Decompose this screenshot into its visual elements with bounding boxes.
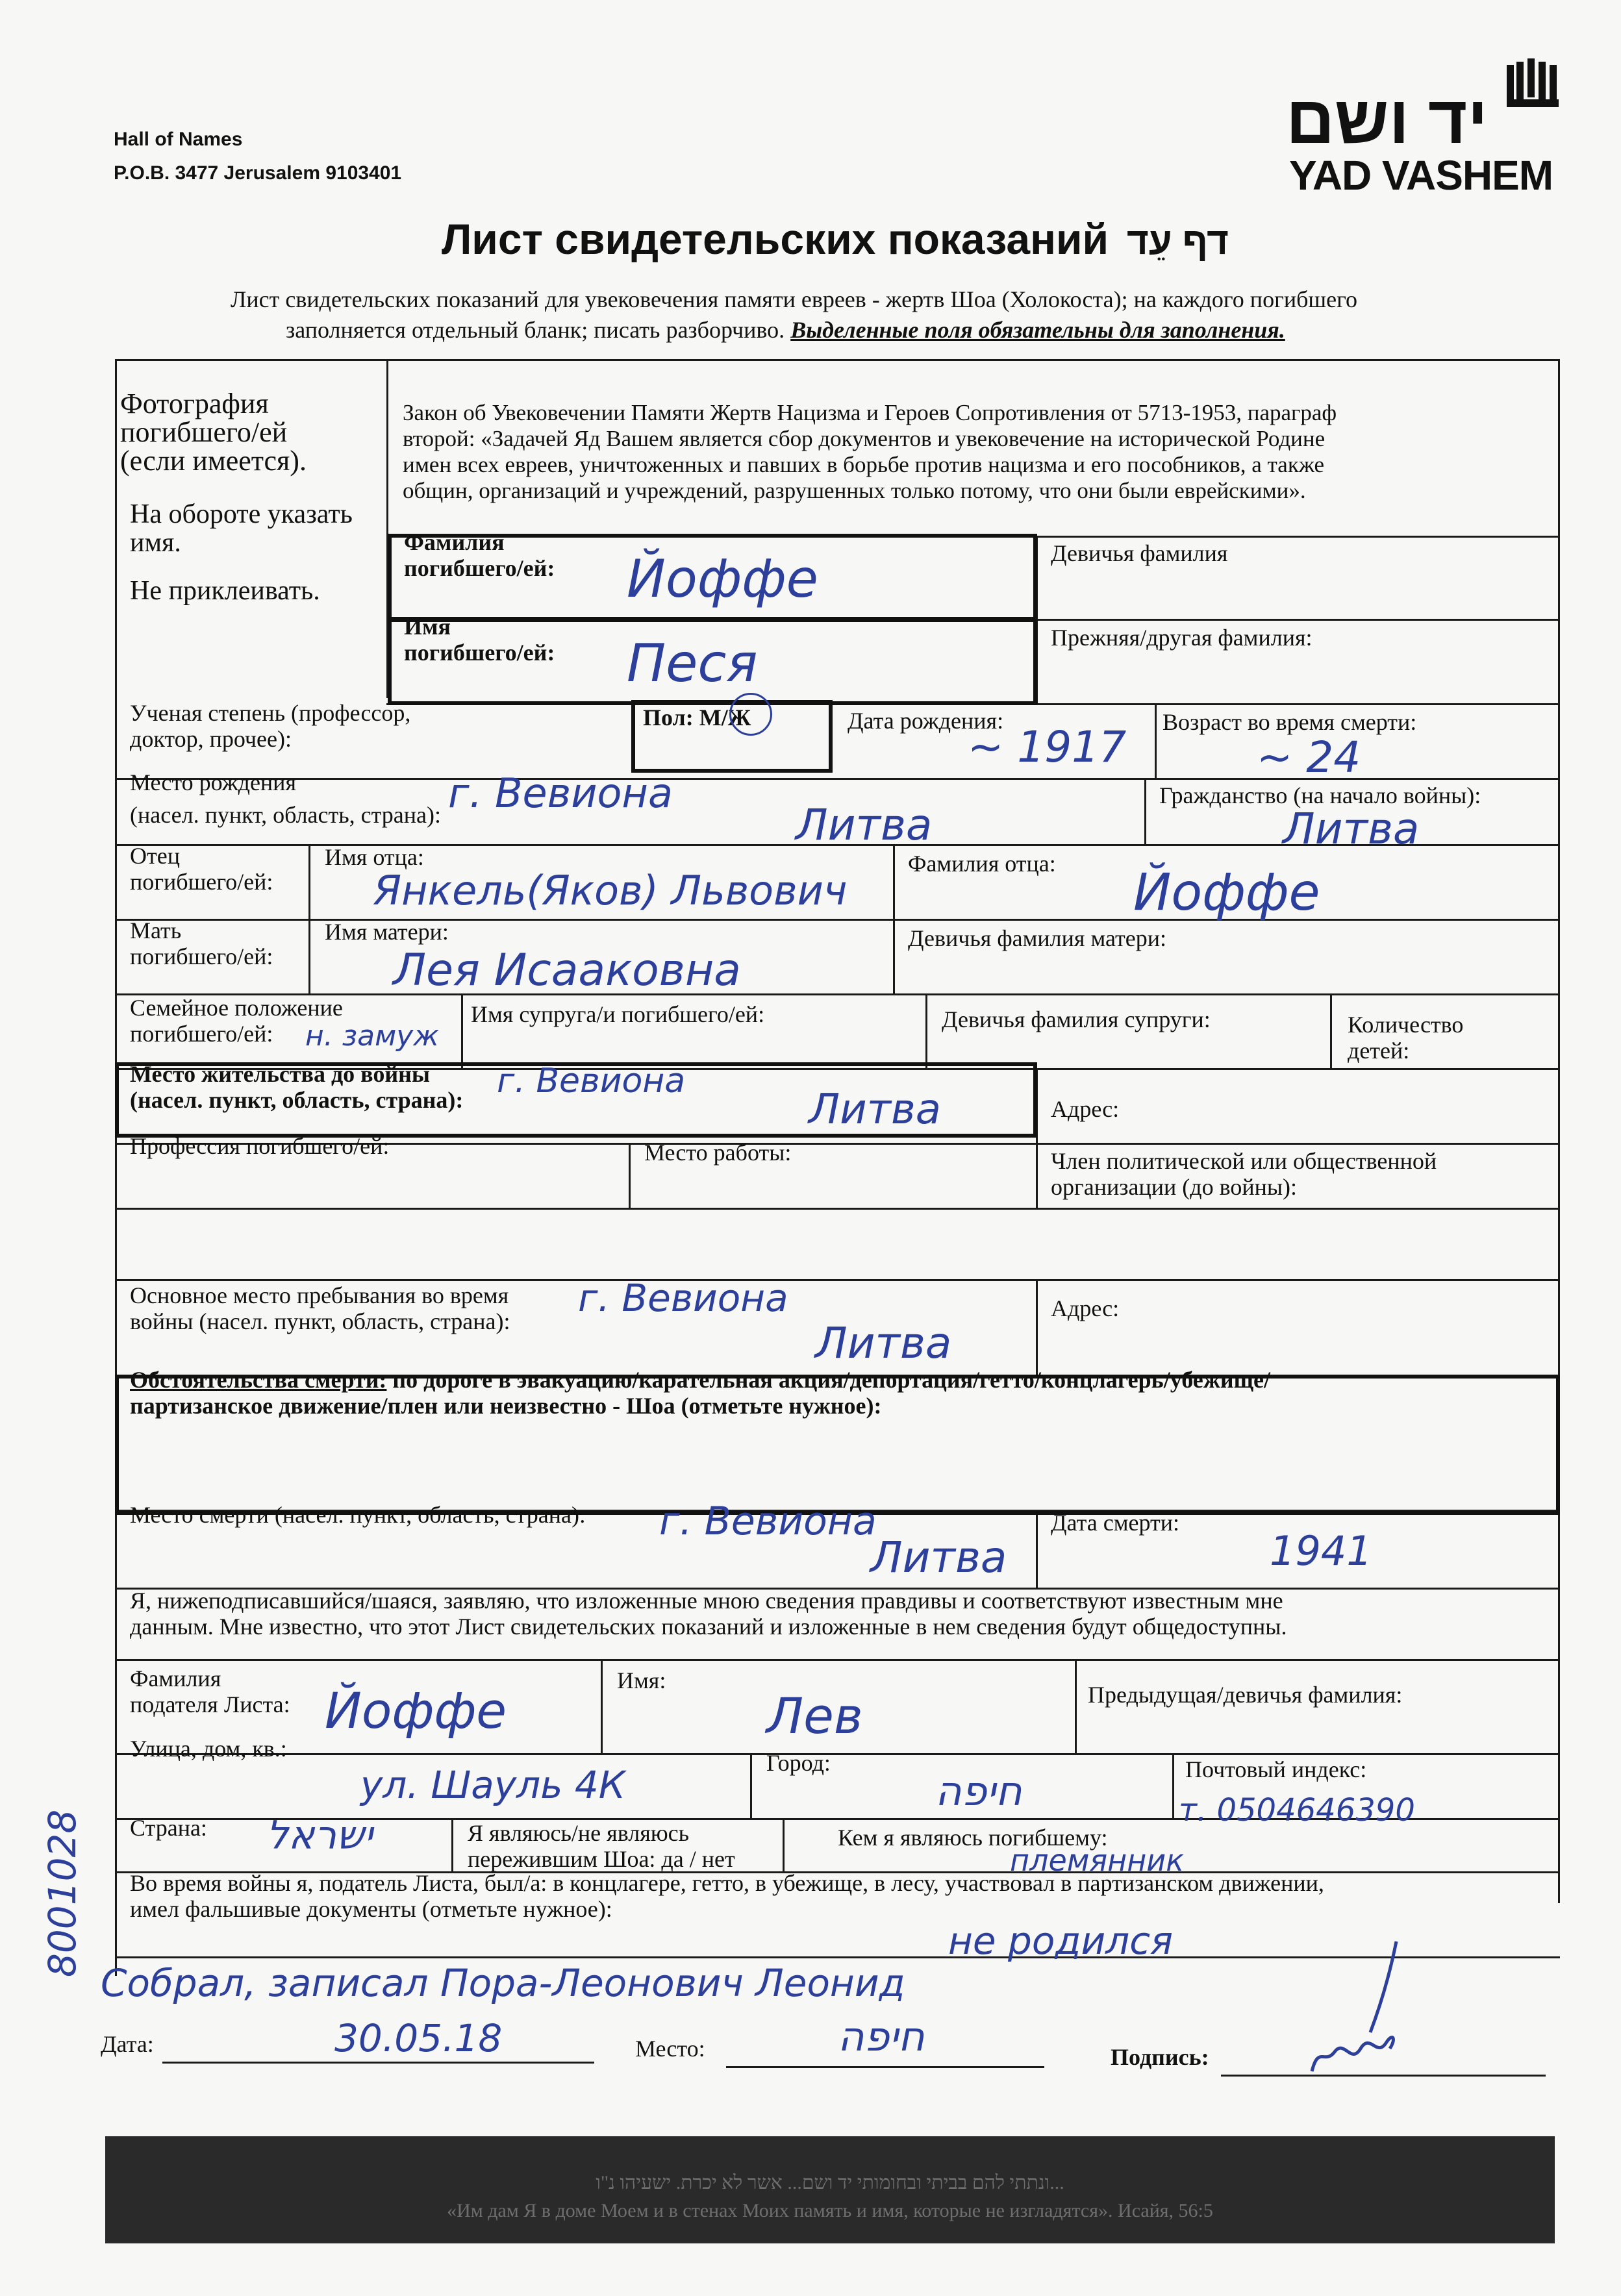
law-text: Закон об Увековечении Памяти Жертв Нацизма и Героев Сопротивления от 5713-1953, параграф второй: «Задачей Яд Вашем является сбор документов и увековечение на исторической Родине имен всех евреев, уничтоженных и павших в борьбе против нацизма и его пособников, а также общин, организаций и учреждений, разрушенных только потому, что они были еврейскими».: [403, 400, 1337, 503]
birthplace-value-country[interactable]: Литва: [796, 800, 933, 850]
birthplace-label: Место рождения (насел. пункт, область, страна):: [130, 769, 442, 828]
death-place-value-city[interactable]: г. Вевиона: [659, 1499, 877, 1544]
intro-line-2: заполняется отдельный бланк; писать разборчиво. Выделенные поля обязательны для заполнения.: [286, 317, 1285, 343]
banner-russian: «Им дам Я в доме Моем и в стенах Моих память и имя, которые не изгладятся». Исайя, 56:5: [447, 2200, 1213, 2221]
marital-status-value[interactable]: н. замуж: [305, 1019, 439, 1053]
wartime-residence-label: Основное место пребывания во время войны (насел. пункт, область, страна):: [130, 1282, 510, 1334]
birthplace-value-city[interactable]: г. Вевиона: [448, 769, 673, 817]
logo-latin: YAD VASHEM: [1289, 152, 1553, 199]
surname-label: Фамилия погибшего/ей:: [404, 529, 555, 581]
gender-selection-circle[interactable]: [729, 693, 772, 736]
photo-instruction: На обороте указать имя. Не приклеивать.: [130, 499, 353, 606]
intro-required-note: Выделенные поля обязательны для заполнения.: [790, 317, 1285, 343]
mother-label: Мать погибшего/ей:: [130, 917, 273, 969]
death-place-value-country[interactable]: Литва: [870, 1532, 1007, 1582]
father-surname-label: Фамилия отца:: [908, 851, 1056, 877]
country-label: Страна:: [130, 1815, 207, 1841]
political-org-label: Член политической или общественной организации (до войны):: [1051, 1148, 1437, 1200]
signature-label: Подпись:: [1111, 2044, 1209, 2070]
relation-label: Кем я являюсь погибшему:: [838, 1825, 1108, 1851]
spouse-maiden-label: Девичья фамилия супруги:: [942, 1006, 1211, 1032]
citizenship-value[interactable]: Литва: [1283, 804, 1420, 854]
circumstances-label: Обстоятельства смерти: по дороге в эвакуацию/карательная акция/депортация/гетто/концлагерь/убежище/ партизанское движение/плен или неизвестно - Шоа (отметьте нужное):: [130, 1367, 1270, 1419]
submitter-name-value[interactable]: Лев: [766, 1687, 863, 1745]
banner-hebrew: ...ונתתי להם בביתי ובחומותי יד ושם... אשר לא יכרת. ישעיהו נ"ו: [596, 2172, 1064, 2193]
submitter-name-label: Имя:: [617, 1667, 666, 1693]
spouse-name-label: Имя супруга/и погибшего/ей:: [471, 1001, 765, 1027]
death-date-label: Дата смерти:: [1051, 1510, 1180, 1536]
wartime-address-label: Адрес:: [1051, 1295, 1120, 1321]
address-label: Адрес:: [1051, 1096, 1120, 1122]
org-address: P.O.B. 3477 Jerusalem 9103401: [114, 162, 402, 184]
declaration-text: Я, нижеподписавшийся/шаяся, заявляю, что изложенные мною сведения правдивы и соответствуют известным мне данным. Мне известно, что этот Лист свидетельских показаний и изложенные в нем сведения будут общедоступны.: [130, 1588, 1287, 1640]
firstname-label: Имя погибшего/ей:: [404, 614, 555, 666]
residence-value-city[interactable]: г. Вевиона: [497, 1062, 686, 1101]
signature-scribble-icon: [1299, 1935, 1429, 2084]
place-value[interactable]: חיפה: [838, 2013, 925, 2060]
workplace-label: Место работы:: [644, 1140, 792, 1166]
logo-hebrew: יד ושם: [1286, 82, 1488, 158]
age-at-death-label: Возраст во время смерти:: [1162, 709, 1417, 735]
gender-label: Пол: М/Ж: [643, 705, 751, 730]
street-value[interactable]: ул. Шауль 4К: [360, 1763, 625, 1807]
city-value[interactable]: חיפה: [935, 1767, 1022, 1815]
country-value[interactable]: ישראל: [266, 1813, 373, 1858]
page-title-hebrew: דף עֵד: [1127, 220, 1229, 262]
submitter-surname-label: Фамилия подателя Листа:: [130, 1666, 290, 1717]
quote-banner: [105, 2136, 1555, 2243]
firstname-value[interactable]: Песя: [627, 633, 758, 693]
city-label: Город:: [766, 1750, 831, 1776]
signature-mark[interactable]: [1299, 1935, 1429, 2088]
degree-label: Ученая степень (профессор, доктор, прочее):: [130, 700, 411, 752]
surname-value[interactable]: Йоффе: [627, 549, 818, 609]
mother-name-label: Имя матери:: [325, 919, 449, 945]
date-value[interactable]: 30.05.18: [334, 2016, 503, 2060]
submitter-previous-name-label: Предыдущая/девичья фамилия:: [1088, 1682, 1403, 1708]
residence-value-country[interactable]: Литва: [809, 1086, 941, 1134]
birthdate-label: Дата рождения:: [848, 708, 1004, 734]
intro-line-1: Лист свидетельских показаний для увековечения памяти евреев - жертв Шоа (Холокоста); на каждого погибшего: [231, 286, 1357, 312]
wartime-status-value[interactable]: не родился: [948, 1919, 1173, 1963]
age-at-death-value[interactable]: ~ 24: [1257, 732, 1361, 782]
maiden-name-label: Девичья фамилия: [1051, 540, 1228, 566]
marital-status-label: Семейное положение погибшего/ей:: [130, 995, 343, 1047]
collected-note: Собрал, записал Пора-Леонович Леонид: [101, 1961, 905, 2005]
mother-maiden-label: Девичья фамилия матери:: [908, 925, 1167, 951]
citizenship-label: Гражданство (на начало войны):: [1159, 782, 1481, 808]
profession-label: Профессия погибшего/ей:: [130, 1133, 390, 1159]
date-label: Дата:: [101, 2031, 154, 2057]
wartime-value-country[interactable]: Литва: [815, 1318, 952, 1368]
previous-surname-label: Прежняя/другая фамилия:: [1051, 625, 1313, 651]
death-date-value[interactable]: 1941: [1270, 1527, 1372, 1575]
page-title: Лист свидетельских показаний: [442, 215, 1109, 263]
birthdate-value[interactable]: ~ 1917: [968, 722, 1127, 772]
father-surname-value[interactable]: Йоффе: [1133, 864, 1320, 922]
children-count-label: Количество детей:: [1348, 1012, 1464, 1064]
photo-label: Фотография погибшего/ей (если имеется).: [120, 388, 307, 477]
wartime-value-city[interactable]: г. Вевиона: [578, 1276, 788, 1320]
zip-label: Почтовый индекс:: [1185, 1756, 1367, 1782]
submitter-surname-value[interactable]: Йоффе: [325, 1682, 507, 1740]
father-name-value[interactable]: Янкель(Яков) Львович: [373, 867, 848, 914]
relation-value[interactable]: племянник: [1010, 1843, 1184, 1878]
residence-label: Место жительства до войны (насел. пункт, область, страна):: [130, 1061, 464, 1113]
margin-number: 8001028: [40, 1809, 84, 1977]
wartime-status-label: Во время войны я, податель Листа, был/а: в концлагере, гетто, в убежище, в лесу, участвовал в партизанском движении, имел фальшивые документы (отметьте нужное):: [130, 1870, 1324, 1922]
place-label: Место:: [635, 2036, 705, 2062]
street-label: Улица, дом, кв.:: [130, 1736, 287, 1762]
father-label: Отец погибшего/ей:: [130, 843, 273, 895]
survivor-label: Я являюсь/не являюсь пережившим Шоа: да / нет: [468, 1820, 735, 1872]
father-name-label: Имя отца:: [325, 844, 424, 870]
death-place-label: Место смерти (насел. пункт, область, страна):: [130, 1502, 586, 1528]
mother-name-value[interactable]: Лея Исааковна: [393, 945, 741, 996]
zip-value[interactable]: т. 0504646390: [1179, 1792, 1415, 1828]
org-name: Hall of Names: [114, 129, 243, 150]
